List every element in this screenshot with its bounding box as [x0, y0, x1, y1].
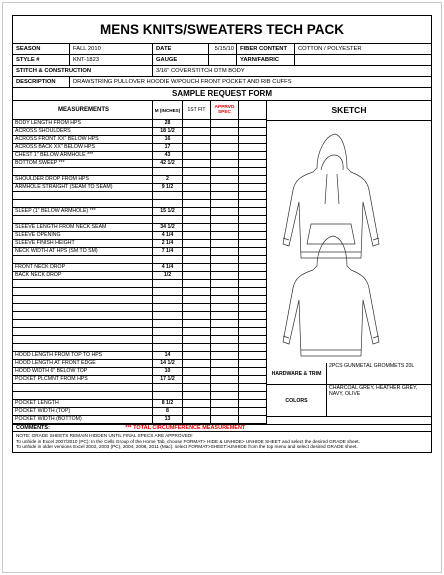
measurement-label	[13, 336, 153, 343]
blank-cell	[239, 256, 265, 263]
table-row	[13, 360, 266, 368]
measurement-value: 17 1/2	[153, 376, 183, 383]
measurement-value: 4 1/4	[153, 232, 183, 239]
measurement-label	[13, 256, 153, 263]
blank-cell	[239, 344, 265, 351]
first-fit-cell	[183, 176, 211, 183]
measurement-label	[13, 328, 153, 335]
measurement-value: 2 1/4	[153, 240, 183, 247]
measurement-label: SLEEVE FINISH HEIGHT	[13, 240, 153, 247]
blank-cell	[239, 200, 265, 207]
measurement-value	[153, 392, 183, 399]
measurements-table	[13, 101, 267, 424]
style-value: KNT-1823	[70, 55, 153, 65]
first-fit-cell	[183, 312, 211, 319]
sample-request-title: SAMPLE REQUEST FORM	[13, 88, 431, 101]
measurement-label: POCKET WIDTH (TOP)	[13, 408, 153, 415]
first-fit-cell	[183, 256, 211, 263]
approved-spec-cell	[211, 272, 239, 279]
first-fit-cell	[183, 344, 211, 351]
first-fit-cell	[183, 160, 211, 167]
approved-spec-cell	[211, 400, 239, 407]
table-row	[13, 376, 266, 384]
table-row	[13, 216, 266, 224]
blank-cell	[239, 368, 265, 375]
blank-cell	[239, 400, 265, 407]
description-value: DRAWSTRING PULLOVER HOODIE W/POUCH FRONT POCKET AND RIB CUFFS	[73, 79, 292, 85]
blank-cell	[239, 296, 265, 303]
approved-spec-cell	[211, 304, 239, 311]
date-label: DATE	[153, 44, 209, 54]
blank-cell	[239, 352, 265, 359]
approved-spec-cell	[211, 200, 239, 207]
measurement-label: POCKET PLCMNT FROM HPS	[13, 376, 153, 383]
first-fit-cell	[183, 352, 211, 359]
measurement-label	[13, 312, 153, 319]
approved-spec-cell	[211, 144, 239, 151]
first-fit-cell	[183, 136, 211, 143]
approved-spec-cell	[211, 320, 239, 327]
approved-spec-cell	[211, 224, 239, 231]
approved-spec-cell	[211, 136, 239, 143]
measurement-value: 13	[153, 416, 183, 423]
table-row	[13, 328, 266, 336]
first-fit-cell	[183, 360, 211, 367]
measurement-label: SLEEVE LENGTH FROM NECK SEAM	[13, 224, 153, 231]
measurement-label	[13, 304, 153, 311]
season-label: SEASON	[13, 44, 70, 54]
blank-cell	[239, 384, 265, 391]
first-fit-cell	[183, 320, 211, 327]
approved-spec-cell	[211, 160, 239, 167]
measurement-value: 42 1/2	[153, 160, 183, 167]
approved-spec-cell	[211, 216, 239, 223]
measurement-label: ACROSS SHOULDERS	[13, 128, 153, 135]
blank-cell	[239, 248, 265, 255]
blank-cell	[239, 160, 265, 167]
measurement-label	[13, 168, 153, 175]
approved-spec-cell	[211, 288, 239, 295]
table-row	[13, 352, 266, 360]
measurement-label	[13, 384, 153, 391]
blank-cell	[239, 408, 265, 415]
measurement-value	[153, 320, 183, 327]
gauge-value	[209, 55, 237, 65]
approved-spec-cell	[211, 392, 239, 399]
table-row	[13, 384, 266, 392]
approved-spec-cell	[211, 408, 239, 415]
fiber-label: FIBER CONTENT	[237, 44, 295, 54]
first-fit-cell	[183, 232, 211, 239]
first-fit-cell	[183, 168, 211, 175]
table-row	[13, 240, 266, 248]
first-fit-cell	[183, 408, 211, 415]
gauge-label: GAUGE	[153, 55, 209, 65]
approved-spec-cell	[211, 256, 239, 263]
measurement-value: 2	[153, 176, 183, 183]
blank-cell	[239, 128, 265, 135]
first-fit-cell	[183, 152, 211, 159]
table-row	[13, 224, 266, 232]
first-fit-cell	[183, 336, 211, 343]
date-value: 5/15/10	[209, 44, 237, 54]
approved-spec-cell	[211, 384, 239, 391]
table-row	[13, 264, 266, 272]
measurements-col-header: MEASUREMENTS	[13, 101, 153, 119]
sketch-area	[267, 120, 431, 360]
table-row	[13, 368, 266, 376]
measurement-label: SLEEP (1" BELOW ARMHOLE) ***	[13, 208, 153, 215]
measurement-label: SLEEVE OPENING	[13, 232, 153, 239]
hardware-row	[267, 363, 431, 385]
season-value: FALL 2010	[70, 44, 153, 54]
note-line: To unhide in Excel 2007/2010 (PC): In the Cells Group of the Home Tab, choose FORMAT> HIDE & UNHIDE> UNHIDE SHEET and select the desired GRADE sheet.	[16, 438, 360, 444]
note-line: NOTE: GRADE SHEETS REMAIN HIDDEN UNTIL FINAL SPECS ARE APPROVED!	[16, 433, 193, 438]
measurement-label: BACK NECK DROP	[13, 272, 153, 279]
hardware-label: HARDWARE & TRIM	[267, 363, 327, 384]
blank-cell	[239, 328, 265, 335]
colors-label: COLORS	[267, 385, 327, 416]
table-row	[13, 416, 266, 424]
approved-spec-cell	[211, 280, 239, 287]
measurement-value: 34 1/2	[153, 224, 183, 231]
measurement-label: POCKET LENGTH	[13, 400, 153, 407]
first-fit-cell	[183, 240, 211, 247]
measurement-value	[153, 312, 183, 319]
colors-value: CHARCOAL GREY, HEATHER GREY, NAVY, OLIVE	[329, 385, 418, 397]
blank-cell	[239, 416, 265, 423]
approved-spec-cell	[211, 168, 239, 175]
measurement-value: 15 1/2	[153, 208, 183, 215]
approved-spec-cell	[211, 296, 239, 303]
blank-cell	[239, 392, 265, 399]
table-row	[13, 120, 266, 128]
hoodie-sketch	[267, 120, 431, 360]
measurement-value	[153, 384, 183, 391]
stitch-value: 3/16" COVERSTITCH DTM BODY	[156, 68, 245, 74]
header-row-4	[13, 77, 431, 88]
approved-spec-cell	[211, 264, 239, 271]
first-fit-cell	[183, 296, 211, 303]
approved-spec-cell	[211, 368, 239, 375]
table-row	[13, 336, 266, 344]
yarn-label: YARN/FABRIC	[237, 55, 295, 65]
measurement-label: FRONT NECK DROP	[13, 264, 153, 271]
approved-spec-col-header: APPRVD SPEC	[211, 101, 239, 119]
approved-spec-cell	[211, 352, 239, 359]
measurement-label: POCKET WIDTH (BOTTOM)	[13, 416, 153, 423]
first-fit-cell	[183, 264, 211, 271]
blank-cell	[239, 376, 265, 383]
measurement-label	[13, 192, 153, 199]
measurement-value: 14	[153, 352, 183, 359]
table-row	[13, 272, 266, 280]
m-inches-col-header: M (INCHES)	[153, 101, 183, 119]
measurement-value: 4 1/4	[153, 264, 183, 271]
blank-cell	[239, 224, 265, 231]
measurement-value	[153, 304, 183, 311]
comments-row	[13, 424, 431, 432]
table-row	[13, 128, 266, 136]
approved-spec-cell	[211, 248, 239, 255]
measurement-value	[153, 336, 183, 343]
blank-cell	[239, 240, 265, 247]
measurement-value	[153, 168, 183, 175]
table-row	[13, 144, 266, 152]
blank-cell	[239, 216, 265, 223]
table-row	[13, 408, 266, 416]
measurement-label: CHEST 1" BELOW ARMHOLE ***	[13, 152, 153, 159]
first-fit-cell	[183, 208, 211, 215]
measurement-value: 28	[153, 120, 183, 127]
approved-spec-cell	[211, 416, 239, 423]
table-row	[13, 152, 266, 160]
first-fit-cell	[183, 304, 211, 311]
approved-spec-cell	[211, 336, 239, 343]
blank-cell	[239, 232, 265, 239]
table-row	[13, 176, 266, 184]
approved-spec-cell	[211, 208, 239, 215]
first-fit-cell	[183, 192, 211, 199]
blank-cell	[239, 168, 265, 175]
first-fit-cell	[183, 200, 211, 207]
measurement-value: 17	[153, 144, 183, 151]
blank-cell	[239, 272, 265, 279]
table-row	[13, 248, 266, 256]
blank-cell	[239, 184, 265, 191]
measurement-label	[13, 288, 153, 295]
measurement-label: ACROSS FRONT XX" BELOW HPS	[13, 136, 153, 143]
measurement-value	[153, 200, 183, 207]
table-row	[13, 280, 266, 288]
table-row	[13, 160, 266, 168]
first-fit-cell	[183, 248, 211, 255]
first-fit-cell	[183, 376, 211, 383]
measurement-label: BODY LENGTH FROM HPS	[13, 120, 153, 127]
measurement-label: HOOD LENGTH FROM TOP TO HPS	[13, 352, 153, 359]
first-fit-cell	[183, 216, 211, 223]
table-row	[13, 344, 266, 352]
first-fit-cell	[183, 392, 211, 399]
table-row	[13, 320, 266, 328]
colors-row	[267, 385, 431, 417]
sketch-title: SKETCH	[267, 101, 431, 121]
measurement-value	[153, 280, 183, 287]
measurement-label	[13, 320, 153, 327]
hardware-value: 2PCS GUNMETAL GROMMETS 20L	[329, 363, 415, 369]
first-fit-cell	[183, 416, 211, 423]
table-row	[13, 168, 266, 176]
table-row	[13, 232, 266, 240]
first-fit-col-header: 1ST FIT	[183, 101, 211, 119]
hardware-block	[267, 363, 431, 417]
table-row	[13, 256, 266, 264]
approved-spec-cell	[211, 360, 239, 367]
page-title: MENS KNITS/SWEATERS TECH PACK	[13, 16, 431, 44]
table-row	[13, 184, 266, 192]
body-section	[13, 101, 431, 424]
measurement-value	[153, 328, 183, 335]
measurement-value: 16	[153, 136, 183, 143]
approved-spec-cell	[211, 376, 239, 383]
measurement-label	[13, 280, 153, 287]
first-fit-cell	[183, 384, 211, 391]
measurement-value: 1/2	[153, 272, 183, 279]
front-hoodie-drawing	[283, 134, 379, 258]
table-row	[13, 200, 266, 208]
approved-spec-cell	[211, 128, 239, 135]
total-circumference-note: *** TOTAL CIRCUMFERENCE MEASUREMENT	[125, 425, 246, 431]
notes-block	[13, 432, 431, 452]
measurement-label: BOTTOM SWEEP ***	[13, 160, 153, 167]
blank-cell	[239, 336, 265, 343]
table-row	[13, 192, 266, 200]
measurement-value	[153, 216, 183, 223]
table-row	[13, 208, 266, 216]
first-fit-cell	[183, 144, 211, 151]
measurement-label	[13, 296, 153, 303]
approved-spec-cell	[211, 176, 239, 183]
first-fit-cell	[183, 184, 211, 191]
approved-spec-cell	[211, 312, 239, 319]
measurement-label: NECK WIDTH AT HPS (SM TO SM)	[13, 248, 153, 255]
measurement-value	[153, 192, 183, 199]
measurement-label: ACROSS BACK XX" BELOW HPS	[13, 144, 153, 151]
measurement-label: HOOD LENGTH AT FRONT EDGE	[13, 360, 153, 367]
measurement-label	[13, 200, 153, 207]
measurement-label: ARMHOLE STRAIGHT (SEAM TO SEAM)	[13, 184, 153, 191]
approved-spec-cell	[211, 192, 239, 199]
blank-cell	[239, 280, 265, 287]
table-row	[13, 136, 266, 144]
comments-label: COMMENTS:	[16, 425, 50, 431]
measurement-value: 8 1/2	[153, 400, 183, 407]
approved-spec-cell	[211, 152, 239, 159]
approved-spec-cell	[211, 344, 239, 351]
table-row	[13, 288, 266, 296]
measurement-label: HOOD WIDTH 6" BELOW TOP	[13, 368, 153, 375]
blank-cell	[239, 312, 265, 319]
yarn-value	[295, 55, 431, 65]
blank-cell	[239, 144, 265, 151]
sketch-panel	[267, 101, 431, 424]
blank-col-header	[239, 101, 265, 119]
first-fit-cell	[183, 272, 211, 279]
first-fit-cell	[183, 288, 211, 295]
blank-cell	[239, 152, 265, 159]
first-fit-cell	[183, 120, 211, 127]
measurement-value	[153, 296, 183, 303]
measurement-label: SHOULDER DROP FROM HPS	[13, 176, 153, 183]
measurement-value	[153, 256, 183, 263]
header-row-1	[13, 44, 431, 55]
fiber-value: COTTON / POLYESTER	[298, 46, 362, 52]
table-row	[13, 312, 266, 320]
measurement-label	[13, 216, 153, 223]
blank-cell	[239, 208, 265, 215]
approved-spec-cell	[211, 240, 239, 247]
blank-cell	[239, 288, 265, 295]
approved-spec-cell	[211, 328, 239, 335]
blank-cell	[239, 360, 265, 367]
style-label: STYLE #	[13, 55, 70, 65]
approved-spec-cell	[211, 120, 239, 127]
measurement-label	[13, 344, 153, 351]
blank-cell	[239, 264, 265, 271]
measurement-value: 14 1/2	[153, 360, 183, 367]
first-fit-cell	[183, 280, 211, 287]
tech-pack-sheet	[12, 15, 432, 453]
first-fit-cell	[183, 224, 211, 231]
header-row-2	[13, 55, 431, 66]
measurement-value: 43	[153, 152, 183, 159]
measurement-value: 7 1/4	[153, 248, 183, 255]
first-fit-cell	[183, 128, 211, 135]
note-line: To unhide in older versions Excel 2002, 2003 (PC), 2004, 2008, 2011 (Mac): select FORMAT>SHEET>UNHIDE from the top menu and select desired GRADE sheet.	[16, 444, 358, 450]
measurements-header	[13, 101, 266, 120]
blank-cell	[239, 136, 265, 143]
header-row-3	[13, 66, 431, 77]
back-hoodie-drawing	[283, 236, 379, 356]
measurement-value: 9 1/2	[153, 184, 183, 191]
table-row	[13, 304, 266, 312]
blank-cell	[239, 192, 265, 199]
blank-cell	[239, 176, 265, 183]
first-fit-cell	[183, 368, 211, 375]
first-fit-cell	[183, 400, 211, 407]
measurement-value	[153, 344, 183, 351]
table-row	[13, 392, 266, 400]
description-label: DESCRIPTION	[13, 77, 70, 87]
blank-cell	[239, 320, 265, 327]
measurement-value	[153, 288, 183, 295]
approved-spec-cell	[211, 184, 239, 191]
measurement-label	[13, 392, 153, 399]
measurement-value: 10	[153, 368, 183, 375]
table-row	[13, 296, 266, 304]
first-fit-cell	[183, 328, 211, 335]
approved-spec-cell	[211, 232, 239, 239]
blank-cell	[239, 120, 265, 127]
blank-cell	[239, 304, 265, 311]
table-row	[13, 400, 266, 408]
stitch-label: STITCH & CONSTRUCTION	[13, 66, 153, 76]
measurement-value: 8	[153, 408, 183, 415]
measurement-value: 18 1/2	[153, 128, 183, 135]
measurement-rows	[13, 120, 266, 424]
